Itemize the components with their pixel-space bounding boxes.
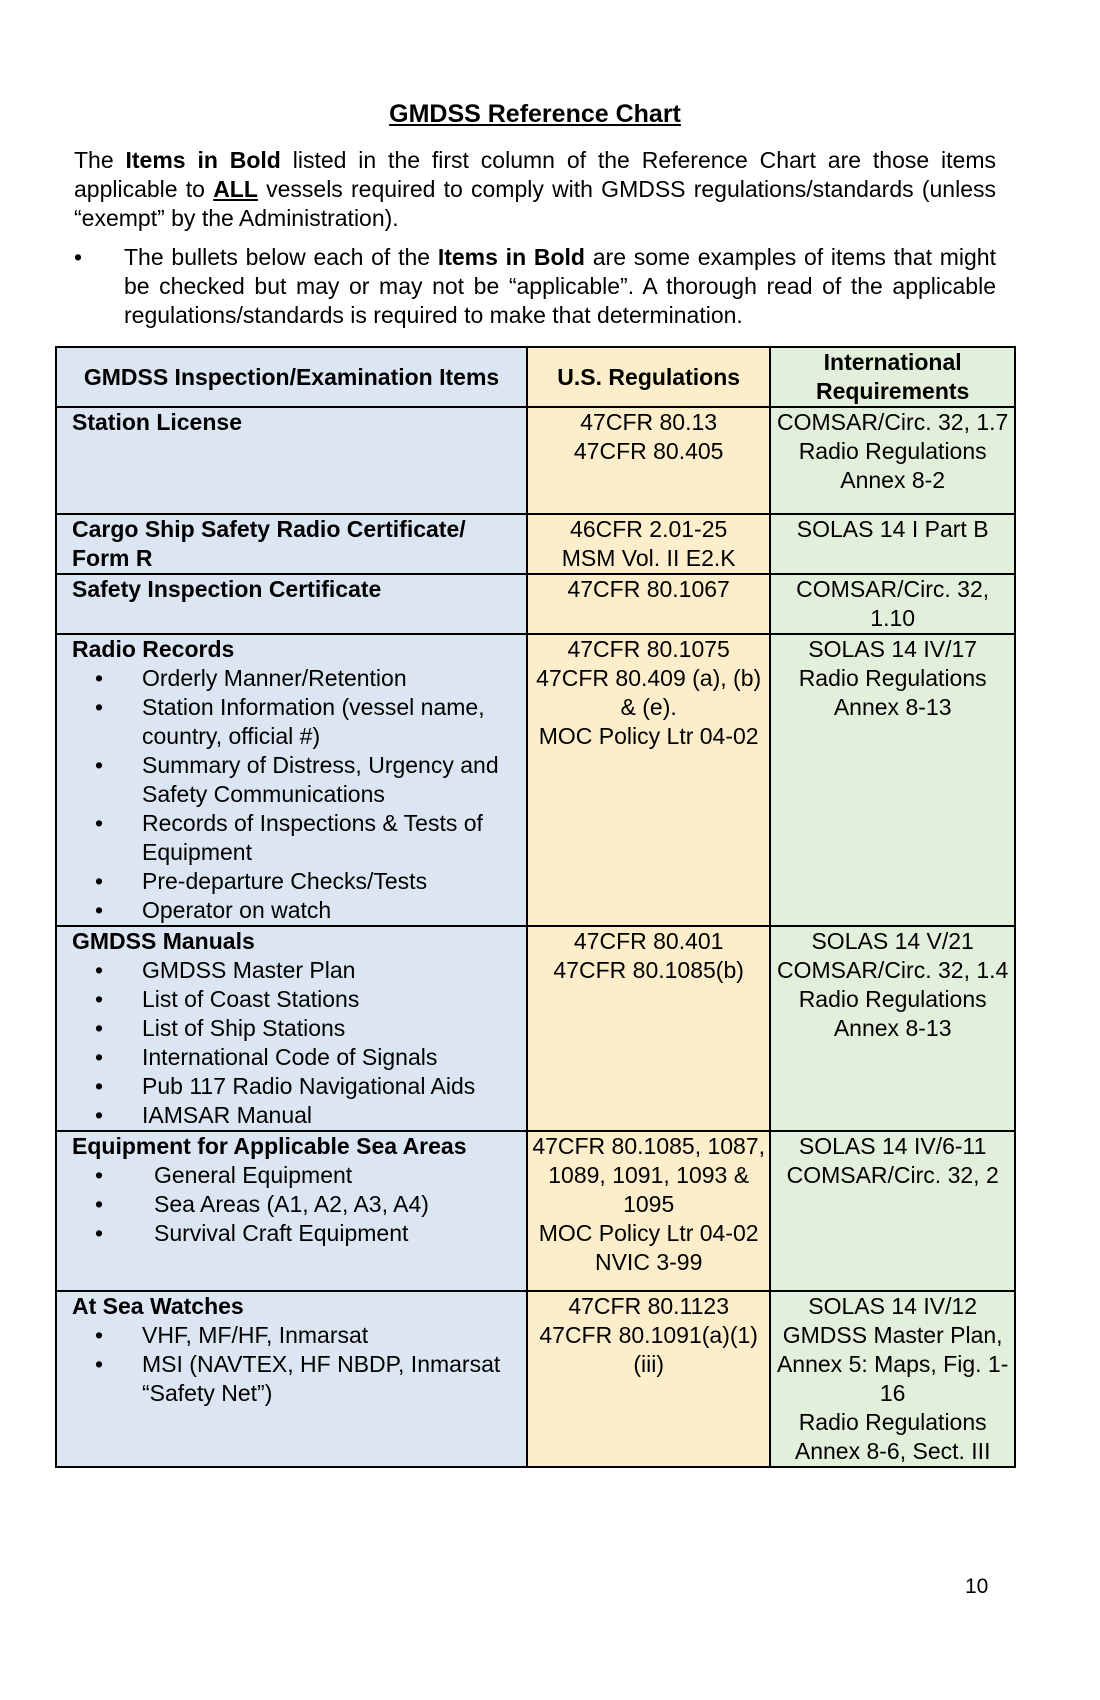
- table-row: [56, 574, 1015, 634]
- header-items: GMDSS Inspection/Examination Items: [56, 347, 527, 407]
- intro-bold-all: ALL: [213, 176, 258, 202]
- item-subpoints: [57, 956, 526, 1130]
- table-row: [56, 407, 1015, 514]
- subpoint: • IAMSAR Manual: [57, 1101, 526, 1130]
- us-regulation-cell: 47CFR 80.1123 47CFR 80.1091(a)(1)(iii): [527, 1291, 770, 1467]
- item-cell: [56, 926, 527, 1131]
- table-body: [56, 407, 1015, 1467]
- item-title: GMDSS Manuals: [72, 928, 255, 954]
- international-requirement-cell: SOLAS 14 I Part B: [770, 514, 1015, 574]
- header-international: International Requirements: [770, 347, 1015, 407]
- intro-paragraph: [74, 146, 996, 233]
- subpoint: • GMDSS Master Plan: [57, 956, 526, 985]
- subpoint: • List of Coast Stations: [57, 985, 526, 1014]
- intro-text: listed in the first column of the Reference Chart are those items applicable to: [74, 147, 996, 202]
- item-subpoints: [57, 664, 526, 925]
- reference-chart-table: [55, 346, 1016, 1468]
- subpoint: • General Equipment: [57, 1161, 526, 1190]
- international-requirement-cell: SOLAS 14 IV/6-11 COMSAR/Circ. 32, 2: [770, 1131, 1015, 1291]
- subpoint: • VHF, MF/HF, Inmarsat: [57, 1321, 526, 1350]
- item-cell: [56, 1291, 527, 1467]
- bullet-note-text: [124, 243, 996, 330]
- subpoint: • Summary of Distress, Urgency and Safety Communications: [57, 751, 526, 809]
- bullet-bold-items: Items in Bold: [437, 244, 585, 270]
- bullet-marker: •: [74, 244, 83, 270]
- subpoint: • Station Information (vessel name, country, official #): [57, 693, 526, 751]
- subpoint: • Orderly Manner/Retention: [57, 664, 526, 693]
- bullet-text: The bullets below each of the: [124, 244, 438, 270]
- international-requirement-cell: SOLAS 14 IV/17 Radio Regulations Annex 8-13: [770, 634, 1015, 926]
- item-title: At Sea Watches: [72, 1293, 244, 1319]
- intro-text: vessels required to comply with GMDSS regulations/standards (unless “exempt” by the Administration).: [74, 176, 996, 231]
- subpoint: • Sea Areas (A1, A2, A3, A4): [57, 1190, 526, 1219]
- item-title: Station License: [72, 409, 242, 435]
- intro-bold-items: Items in Bold: [125, 147, 281, 173]
- subpoint: • Pub 117 Radio Navigational Aids: [57, 1072, 526, 1101]
- item-cell: [56, 1131, 527, 1291]
- international-requirement-cell: COMSAR/Circ. 32, 1.7 Radio Regulations Annex 8-2: [770, 407, 1015, 514]
- item-subpoints: [57, 1161, 526, 1248]
- item-cell: [56, 574, 527, 634]
- item-title: Radio Records: [72, 636, 235, 662]
- subpoint: • Survival Craft Equipment: [57, 1219, 526, 1248]
- table-row: [56, 634, 1015, 926]
- table-row: [56, 1291, 1015, 1467]
- us-regulation-cell: 47CFR 80.1085, 1087, 1089, 1091, 1093 & 1095 MOC Policy Ltr 04-02 NVIC 3-99: [527, 1131, 770, 1291]
- subpoint: • MSI (NAVTEX, HF NBDP, Inmarsat “Safety Net”): [57, 1350, 526, 1408]
- us-regulation-cell: 47CFR 80.1067: [527, 574, 770, 634]
- table-row: [56, 514, 1015, 574]
- item-subpoints: [57, 1321, 526, 1408]
- page-number: 10: [965, 1575, 989, 1598]
- item-title: Safety Inspection Certificate: [72, 576, 382, 602]
- table-row: [56, 1131, 1015, 1291]
- subpoint: • Records of Inspections & Tests of Equipment: [57, 809, 526, 867]
- header-us-regulations: U.S. Regulations: [527, 347, 770, 407]
- page-title: GMDSS Reference Chart: [389, 100, 681, 128]
- international-requirement-cell: SOLAS 14 V/21 COMSAR/Circ. 32, 1.4 Radio Regulations Annex 8-13: [770, 926, 1015, 1131]
- item-title: Cargo Ship Safety Radio Certificate/ Form R: [72, 516, 466, 571]
- table-header-row: [56, 347, 1015, 407]
- intro-text: The: [74, 147, 126, 173]
- subpoint: • List of Ship Stations: [57, 1014, 526, 1043]
- us-regulation-cell: 47CFR 80.401 47CFR 80.1085(b): [527, 926, 770, 1131]
- international-requirement-cell: SOLAS 14 IV/12 GMDSS Master Plan, Annex 5: Maps, Fig. 1-16 Radio Regulations Annex 8-6, Sect. III: [770, 1291, 1015, 1467]
- subpoint: • International Code of Signals: [57, 1043, 526, 1072]
- subpoint: • Pre-departure Checks/Tests: [57, 867, 526, 896]
- subpoint: • Operator on watch: [57, 896, 526, 925]
- item-title: Equipment for Applicable Sea Areas: [72, 1133, 467, 1159]
- item-cell: [56, 514, 527, 574]
- item-cell: [56, 634, 527, 926]
- us-regulation-cell: 47CFR 80.1075 47CFR 80.409 (a), (b) & (e). MOC Policy Ltr 04-02: [527, 634, 770, 926]
- bullet-text: are some examples of items that might be checked but may or may not be “applicable”. A thorough read of the applicable regulations/standards is required to make that determination.: [124, 244, 996, 328]
- us-regulation-cell: 46CFR 2.01-25 MSM Vol. II E2.K: [527, 514, 770, 574]
- us-regulation-cell: 47CFR 80.13 47CFR 80.405: [527, 407, 770, 514]
- international-requirement-cell: COMSAR/Circ. 32, 1.10: [770, 574, 1015, 634]
- item-cell: [56, 407, 527, 514]
- bullet-note: [74, 243, 996, 330]
- table-row: [56, 926, 1015, 1131]
